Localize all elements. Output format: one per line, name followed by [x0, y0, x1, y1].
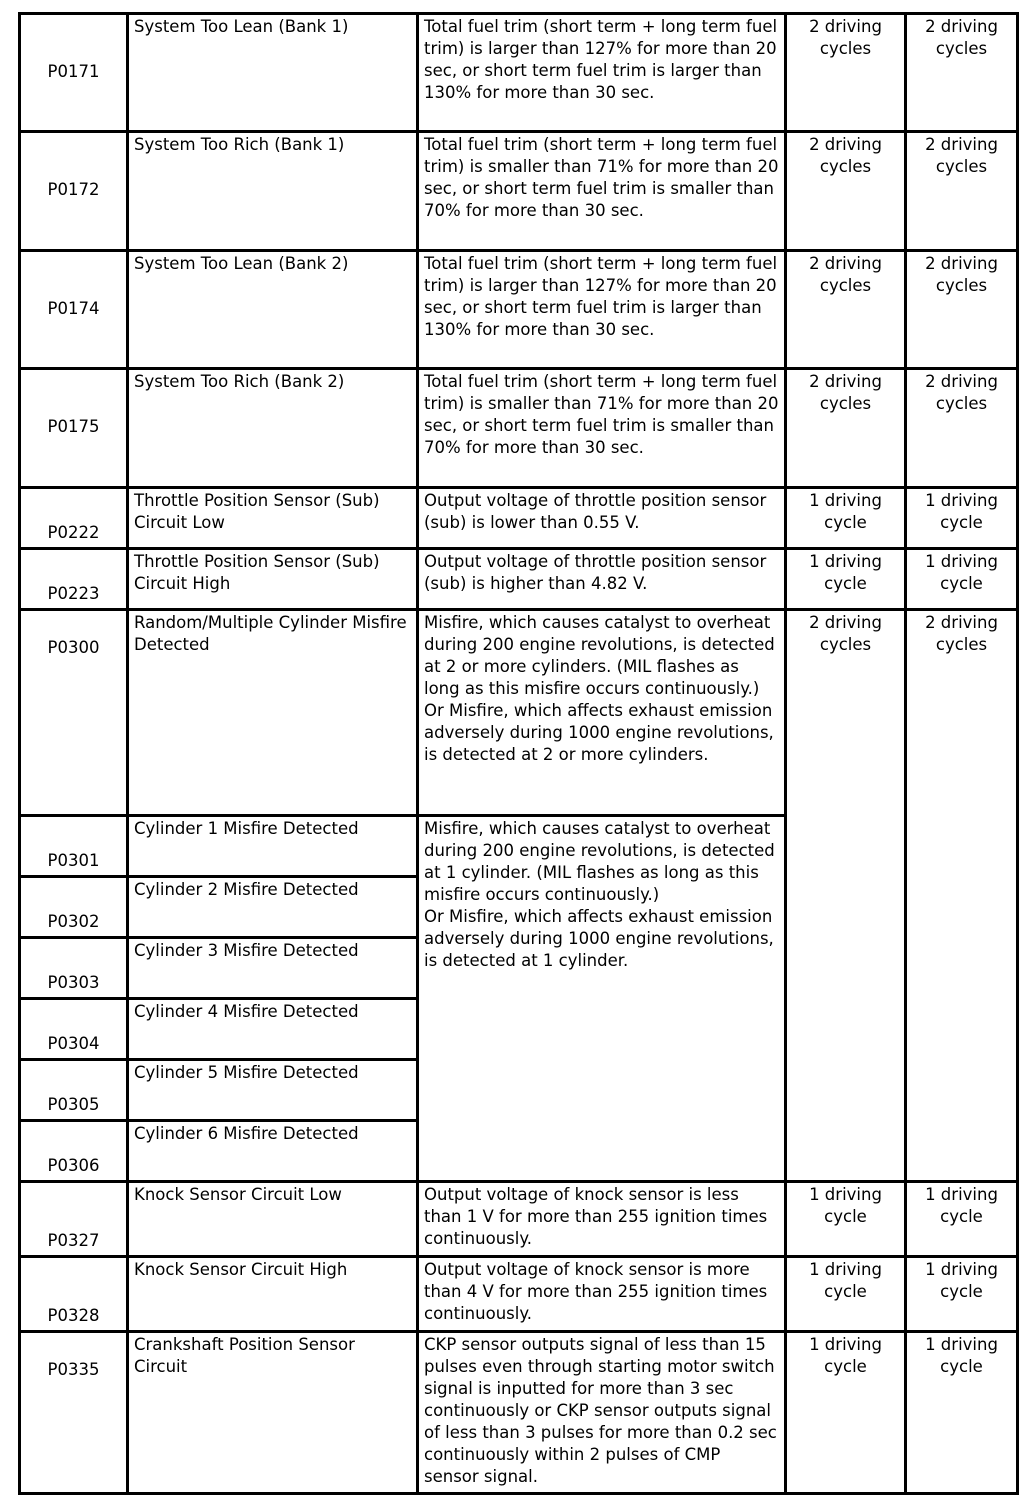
dtc-code: P0335 [20, 1332, 128, 1494]
dtc-name: Cylinder 2 Misfire Detected [128, 877, 418, 938]
detection-cycles: 1 driving cycle [786, 1257, 906, 1332]
table-row [20, 132, 1018, 251]
dtc-condition: Output voltage of throttle position sensor (sub) is higher than 4.82 V. [418, 549, 786, 610]
dtc-name: Knock Sensor Circuit High [128, 1257, 418, 1332]
dtc-name: Cylinder 6 Misfire Detected [128, 1121, 418, 1182]
clear-cycles: 2 driving cycles [906, 369, 1018, 488]
dtc-name: Throttle Position Sensor (Sub) Circuit High [128, 549, 418, 610]
dtc-name: System Too Lean (Bank 2) [128, 251, 418, 369]
dtc-name: System Too Lean (Bank 1) [128, 14, 418, 132]
dtc-code: P0222 [20, 488, 128, 549]
detection-cycles: 1 driving cycle [786, 1332, 906, 1494]
condition-line-2: Or Misfire, which affects exhaust emission adversely during 1000 engine revolutions, is detected at 1 cylinder. [424, 907, 774, 970]
dtc-condition: Output voltage of knock sensor is less than 1 V for more than 255 ignition times continuously. [418, 1182, 786, 1257]
clear-cycles: 1 driving cycle [906, 549, 1018, 610]
dtc-table [18, 12, 1019, 1495]
dtc-condition: Output voltage of throttle position sensor (sub) is lower than 0.55 V. [418, 488, 786, 549]
dtc-code: P0223 [20, 549, 128, 610]
dtc-name: Cylinder 3 Misfire Detected [128, 938, 418, 999]
detection-cycles: 2 driving cycles [786, 251, 906, 369]
clear-cycles: 2 driving cycles [906, 14, 1018, 132]
dtc-name: Cylinder 5 Misfire Detected [128, 1060, 418, 1121]
table-row [20, 369, 1018, 488]
table-row [20, 549, 1018, 610]
detection-cycles: 2 driving cycles [786, 14, 906, 132]
table-row [20, 488, 1018, 549]
dtc-name: Cylinder 4 Misfire Detected [128, 999, 418, 1060]
dtc-name: System Too Rich (Bank 1) [128, 132, 418, 251]
dtc-condition: Total fuel trim (short term + long term fuel trim) is smaller than 71% for more than 20 sec, or short term fuel trim is smaller than 70% for more than 30 sec. [418, 369, 786, 488]
dtc-code: P0328 [20, 1257, 128, 1332]
dtc-code: P0301 [20, 816, 128, 877]
dtc-code: P0300 [20, 610, 128, 816]
dtc-condition: Output voltage of knock sensor is more than 4 V for more than 255 ignition times continuously. [418, 1257, 786, 1332]
clear-cycles: 2 driving cycles [906, 610, 1018, 1182]
detection-cycles: 1 driving cycle [786, 1182, 906, 1257]
table-row [20, 1182, 1018, 1257]
dtc-condition: Total fuel trim (short term + long term fuel trim) is smaller than 71% for more than 20 sec, or short term fuel trim is smaller than 70% for more than 30 sec. [418, 132, 786, 251]
dtc-code: P0174 [20, 251, 128, 369]
detection-cycles: 1 driving cycle [786, 549, 906, 610]
dtc-code: P0303 [20, 938, 128, 999]
dtc-name: System Too Rich (Bank 2) [128, 369, 418, 488]
table-row [20, 610, 1018, 816]
dtc-code: P0305 [20, 1060, 128, 1121]
clear-cycles: 1 driving cycle [906, 1182, 1018, 1257]
clear-cycles: 1 driving cycle [906, 1332, 1018, 1494]
detection-cycles: 2 driving cycles [786, 369, 906, 488]
clear-cycles: 2 driving cycles [906, 132, 1018, 251]
dtc-name: Knock Sensor Circuit Low [128, 1182, 418, 1257]
dtc-condition: CKP sensor outputs signal of less than 15 pulses even through starting motor switch signal is inputted for more than 3 sec continuously or CKP sensor outputs signal of less than 3 pulses for more than 0.2 sec continuously within 2 pulses of CMP sensor signal. [418, 1332, 786, 1494]
dtc-code: P0171 [20, 14, 128, 132]
dtc-name: Crankshaft Position Sensor Circuit [128, 1332, 418, 1494]
dtc-code: P0172 [20, 132, 128, 251]
table-row [20, 251, 1018, 369]
clear-cycles: 1 driving cycle [906, 488, 1018, 549]
dtc-name: Throttle Position Sensor (Sub) Circuit Low [128, 488, 418, 549]
dtc-code: P0304 [20, 999, 128, 1060]
clear-cycles: 2 driving cycles [906, 251, 1018, 369]
dtc-code: P0327 [20, 1182, 128, 1257]
dtc-condition: Total fuel trim (short term + long term fuel trim) is larger than 127% for more than 20 sec, or short term fuel trim is larger than 130% for more than 30 sec. [418, 251, 786, 369]
dtc-name: Cylinder 1 Misfire Detected [128, 816, 418, 877]
dtc-code: P0175 [20, 369, 128, 488]
dtc-name: Random/Multiple Cylinder Misfire Detected [128, 610, 418, 816]
detection-cycles: 1 driving cycle [786, 488, 906, 549]
table-row [20, 1332, 1018, 1494]
dtc-condition: Misfire, which causes catalyst to overheat during 200 engine revolutions, is detected at 2 or more cylinders. (MIL flashes as long as this misfire occurs continuously.) Or Misfire, which affects exhaust emission adversely during 1000 engine revolutions, is detected at 2 or more cylinders. [418, 610, 786, 816]
dtc-condition: Total fuel trim (short term + long term fuel trim) is larger than 127% for more than 20 sec, or short term fuel trim is larger than 130% for more than 30 sec. [418, 14, 786, 132]
table-row [20, 14, 1018, 132]
detection-cycles: 2 driving cycles [786, 132, 906, 251]
dtc-code: P0306 [20, 1121, 128, 1182]
detection-cycles: 2 driving cycles [786, 610, 906, 1182]
table-row [20, 1257, 1018, 1332]
dtc-code: P0302 [20, 877, 128, 938]
clear-cycles: 1 driving cycle [906, 1257, 1018, 1332]
dtc-condition-cylinder-group [418, 816, 786, 1182]
condition-line-1: Misfire, which causes catalyst to overheat during 200 engine revolutions, is detected at 1 cylinder. (MIL flashes as long as this misfire occurs continuously.) [424, 819, 775, 904]
